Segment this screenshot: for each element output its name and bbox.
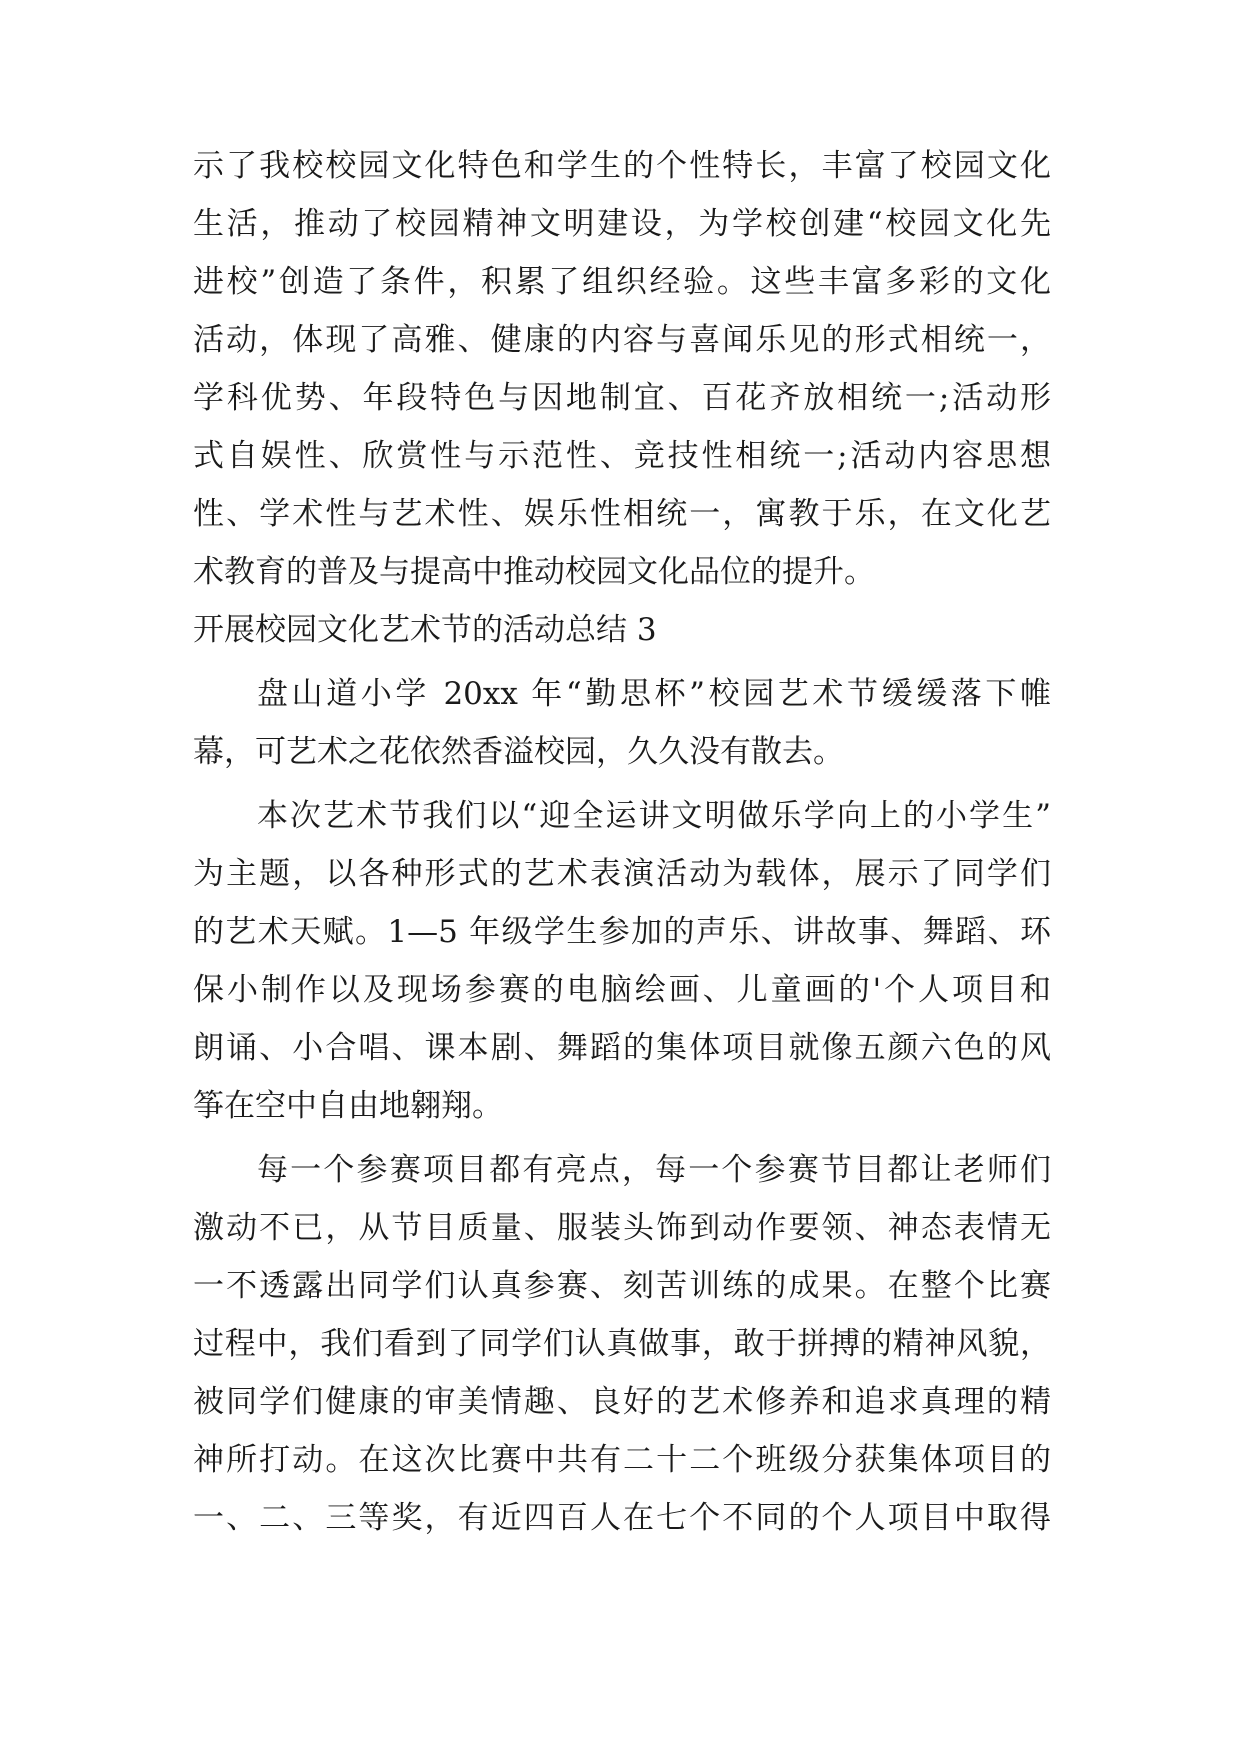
text-line: 式自娱性、欣赏性与示范性、竞技性相统一;活动内容思想 bbox=[193, 438, 1051, 474]
text-line: 幕，可艺术之花依然香溢校园，久久没有散去。 bbox=[193, 734, 844, 770]
text-line: 活动，体现了高雅、健康的内容与喜闻乐见的形式相统一， bbox=[193, 322, 1051, 358]
text-line: 过程中，我们看到了同学们认真做事，敢于拼搏的精神风貌， bbox=[193, 1326, 1051, 1362]
text-line: 学科优势、年段特色与因地制宜、百花齐放相统一;活动形 bbox=[193, 380, 1051, 416]
text-line: 进校”创造了条件，积累了组织经验。这些丰富多彩的文化 bbox=[193, 264, 1051, 300]
text-line: 一不透露出同学们认真参赛、刻苦训练的成果。在整个比赛 bbox=[193, 1268, 1051, 1304]
text-line: 被同学们健康的审美情趣、良好的艺术修养和追求真理的精 bbox=[193, 1384, 1051, 1420]
text-line: 保小制作以及现场参赛的电脑绘画、儿童画的'个人项目和 bbox=[193, 972, 1051, 1008]
paragraph-first-line: 本次艺术节我们以“迎全运讲文明做乐学向上的小学生” bbox=[257, 798, 1051, 834]
text-line: 筝在空中自由地翱翔。 bbox=[193, 1088, 503, 1124]
text-line: 一、二、三等奖，有近四百人在七个不同的个人项目中取得 bbox=[193, 1500, 1051, 1536]
text-line: 激动不已，从节目质量、服装头饰到动作要领、神态表情无 bbox=[193, 1210, 1051, 1246]
text-line: 术教育的普及与提高中推动校园文化品位的提升。 bbox=[193, 554, 875, 590]
text-line: 神所打动。在这次比赛中共有二十二个班级分获集体项目的 bbox=[193, 1442, 1051, 1478]
text-line: 的艺术天赋。1—5 年级学生参加的声乐、讲故事、舞蹈、环 bbox=[193, 914, 1051, 950]
paragraph-first-line: 每一个参赛项目都有亮点，每一个参赛节目都让老师们 bbox=[257, 1152, 1051, 1188]
text-line: 为主题，以各种形式的艺术表演活动为载体，展示了同学们 bbox=[193, 856, 1051, 892]
text-line: 示了我校校园文化特色和学生的个性特长，丰富了校园文化 bbox=[193, 148, 1051, 184]
paragraph-first-line: 盘山道小学 20xx 年“勤思杯”校园艺术节缓缓落下帷 bbox=[257, 676, 1051, 712]
text-line: 朗诵、小合唱、课本剧、舞蹈的集体项目就像五颜六色的风 bbox=[193, 1030, 1051, 1066]
section-heading: 开展校园文化艺术节的活动总结 3 bbox=[193, 612, 657, 648]
text-line: 生活，推动了校园精神文明建设，为学校创建“校园文化先 bbox=[193, 206, 1051, 242]
text-line: 性、学术性与艺术性、娱乐性相统一，寓教于乐，在文化艺 bbox=[193, 496, 1051, 532]
